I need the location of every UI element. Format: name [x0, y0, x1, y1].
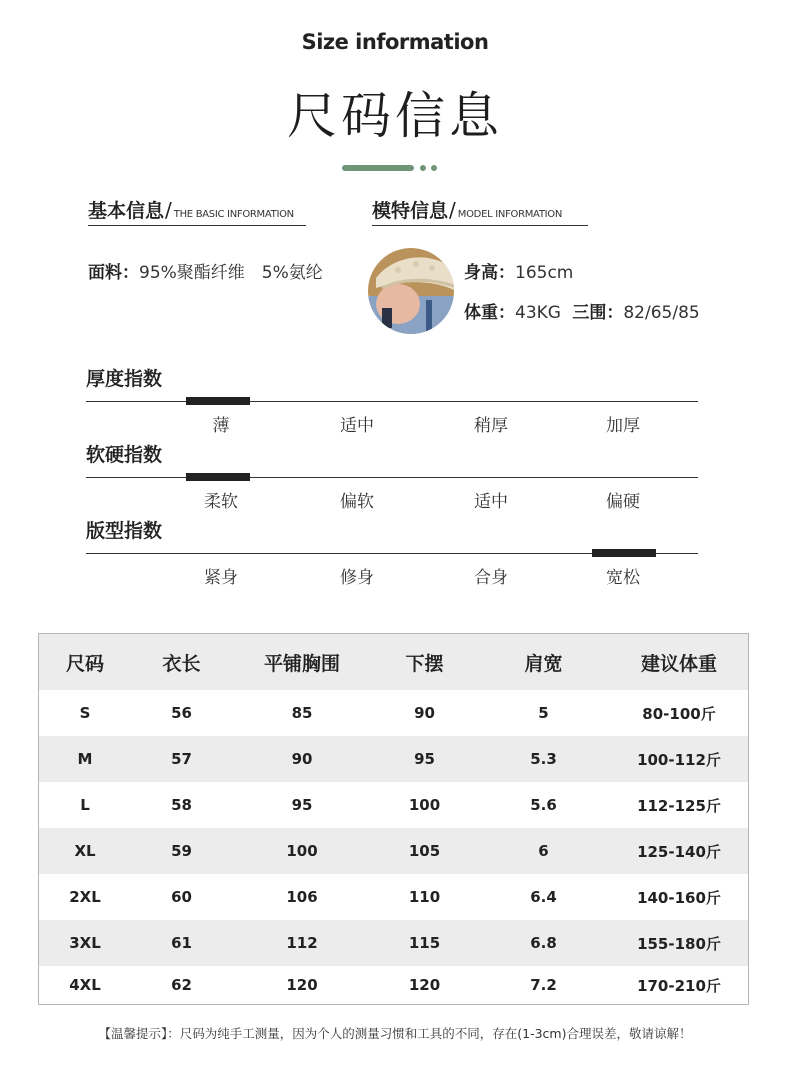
cell-size: 4XL	[69, 976, 101, 994]
column-header-shoulder: 肩宽	[524, 652, 563, 675]
accent-dot	[431, 165, 437, 171]
cell-shoulder: 5.6	[530, 796, 557, 814]
cell-hem: 100	[408, 796, 441, 814]
fabric-line	[88, 258, 323, 283]
cell-shoulder: 5.3	[530, 750, 557, 768]
cell-weight: 155-180斤	[637, 934, 721, 953]
fit-option-loose: 宽松	[606, 568, 640, 588]
size-table	[38, 633, 749, 1005]
table-row	[39, 736, 748, 782]
table-row	[39, 920, 748, 966]
cell-shoulder: 6	[538, 842, 549, 860]
cell-hem: 95	[414, 750, 435, 768]
cell-chest: 120	[286, 976, 318, 994]
table-row	[39, 966, 748, 1004]
measure-label: 三围：	[572, 303, 624, 323]
fabric-value: 95%聚酯纤维 5%氨纶	[139, 263, 323, 283]
height-value: 165cm	[515, 263, 574, 283]
column-header-hem: 下摆	[405, 652, 444, 675]
cell-weight: 112-125斤	[637, 796, 721, 815]
model-info-heading	[372, 196, 588, 226]
cell-length: 59	[171, 842, 192, 860]
page-title-en: Size information	[301, 30, 489, 54]
weight-value: 43KG	[515, 303, 561, 323]
basic-info-title: 基本信息	[88, 200, 165, 222]
fit-index-title: 版型指数	[86, 520, 163, 542]
fabric-label: 面料：	[88, 263, 139, 283]
fit-selected-marker	[592, 549, 656, 557]
cell-hem: 90	[414, 704, 435, 722]
cell-weight: 100-112斤	[637, 750, 721, 769]
cell-size: XL	[74, 842, 96, 860]
thickness-selected-marker	[186, 397, 250, 405]
thickness-index-title: 厚度指数	[86, 368, 163, 390]
cell-weight: 140-160斤	[637, 888, 721, 907]
accent-bar	[342, 165, 414, 171]
thickness-option-medium: 适中	[340, 416, 374, 436]
cell-chest: 85	[291, 704, 313, 722]
cell-shoulder: 6.8	[530, 934, 557, 952]
fit-option-regular: 合身	[474, 568, 508, 588]
softness-selected-marker	[186, 473, 250, 481]
table-row	[39, 874, 748, 920]
measure-value: 82/65/85	[623, 303, 700, 323]
softness-index-title: 软硬指数	[86, 444, 163, 466]
column-header-weight: 建议体重	[640, 652, 717, 675]
cell-chest: 106	[286, 888, 318, 906]
table-header-row	[39, 634, 748, 690]
model-weight-line	[464, 298, 700, 323]
thickness-option-extra-thick: 加厚	[606, 416, 640, 436]
thickness-option-thin: 薄	[212, 416, 230, 436]
heading-slash: /	[449, 198, 456, 222]
column-header-length: 衣长	[162, 652, 201, 675]
cell-chest: 95	[291, 796, 313, 814]
table-row	[39, 782, 748, 828]
heading-slash: /	[165, 198, 172, 222]
cell-hem: 110	[408, 888, 441, 906]
model-info-title: 模特信息	[372, 200, 449, 222]
basic-info-heading	[88, 196, 306, 226]
softness-option-soft: 柔软	[204, 492, 238, 512]
model-height-line	[464, 258, 573, 283]
model-info-subtitle: MODEL INFORMATION	[457, 209, 563, 220]
cell-size: L	[80, 796, 90, 814]
cell-size: M	[77, 750, 93, 768]
accent-dot	[420, 165, 426, 171]
cell-weight: 125-140斤	[637, 842, 721, 861]
cell-chest: 100	[286, 842, 318, 860]
cell-length: 60	[171, 888, 192, 906]
softness-scale-line	[86, 477, 698, 478]
softness-option-medium: 适中	[474, 492, 508, 512]
table-row	[39, 690, 748, 736]
cell-size: S	[79, 704, 91, 722]
cell-length: 56	[171, 704, 192, 722]
thickness-scale-line	[86, 401, 698, 402]
cell-hem: 120	[408, 976, 441, 994]
cell-length: 61	[171, 934, 192, 952]
cell-length: 58	[171, 796, 192, 814]
basic-info-subtitle: THE BASIC INFORMATION	[173, 209, 294, 220]
cell-length: 57	[171, 750, 192, 768]
cell-weight: 170-210斤	[637, 976, 721, 995]
thickness-option-thick: 稍厚	[474, 416, 508, 436]
cell-shoulder: 6.4	[530, 888, 557, 906]
table-row	[39, 828, 748, 874]
column-header-size: 尺码	[65, 652, 104, 675]
cell-size: 3XL	[69, 934, 101, 952]
cell-hem: 115	[408, 934, 441, 952]
weight-label: 体重：	[464, 303, 515, 323]
page-title-cn: 尺码信息	[287, 87, 503, 145]
cell-size: 2XL	[69, 888, 101, 906]
height-label: 身高：	[464, 263, 515, 283]
cell-chest: 90	[291, 750, 313, 768]
cell-shoulder: 7.2	[530, 976, 557, 994]
cell-hem: 105	[408, 842, 441, 860]
model-photo-image	[368, 248, 454, 334]
cell-weight: 80-100斤	[642, 704, 716, 723]
softness-option-slightly-soft: 偏软	[340, 492, 374, 512]
softness-option-slightly-hard: 偏硬	[606, 492, 640, 512]
column-header-chest: 平铺胸围	[263, 652, 340, 675]
cell-shoulder: 5	[538, 704, 549, 722]
cell-chest: 112	[286, 934, 318, 952]
model-avatar	[368, 248, 454, 334]
fit-option-slim: 修身	[340, 568, 374, 588]
cell-length: 62	[171, 976, 192, 994]
fit-option-tight: 紧身	[204, 568, 238, 588]
measurement-notice: 【温馨提示】：尺码为纯手工测量，因为个人的测量习惯和工具的不同，存在(1-3cm)合理误差，敬请谅解！	[98, 1026, 692, 1041]
